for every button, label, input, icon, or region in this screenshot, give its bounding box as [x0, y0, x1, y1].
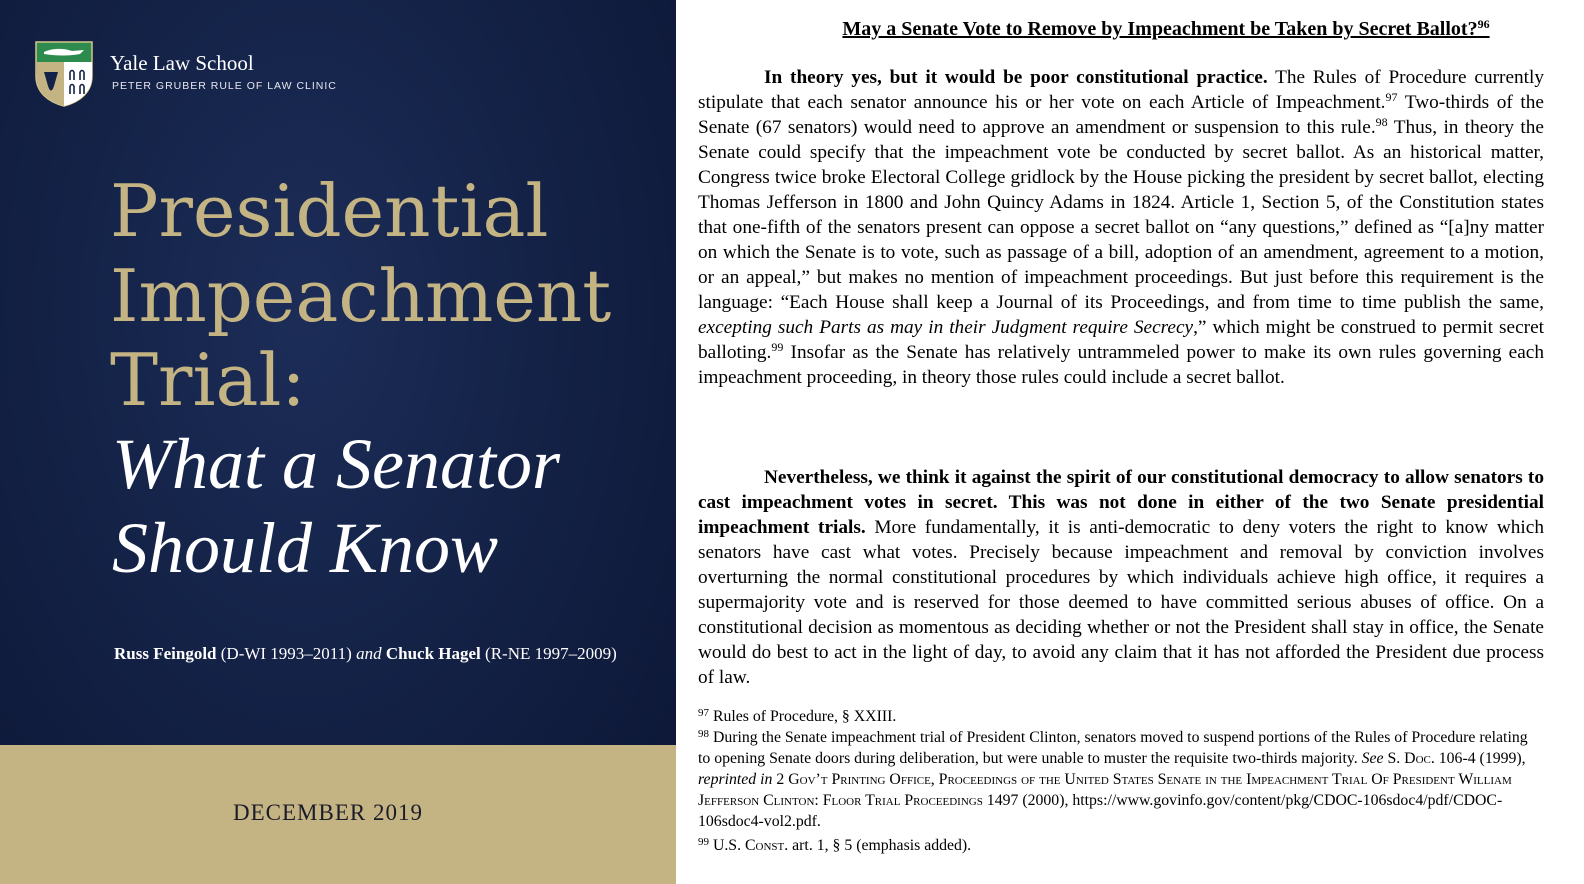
author-line [114, 644, 617, 664]
footnote-97-number: 97 [698, 707, 709, 719]
footnote-97 [698, 706, 1538, 727]
paragraph-1 [698, 65, 1544, 390]
clinic-name: PETER GRUBER RULE OF LAW CLINIC [112, 80, 337, 92]
yale-law-shield-icon [34, 40, 94, 108]
section-heading [766, 18, 1566, 41]
author-feingold: Russ Feingold [114, 644, 217, 663]
footnote-98-text: During the Senate impeachment trial of President Clinton, senators moved to suspend portions of the Rules of Procedure relating to opening Senate doors during deliberation, but were unable to muster the requisite two-thirds majority. [698, 729, 1528, 767]
footnote-99-text: art. 1, § 5 (emphasis added). [788, 837, 972, 854]
footnote-ref-96: 96 [1477, 17, 1490, 31]
title-line-2: Impeachment [110, 254, 612, 338]
paragraph-1-text-c: Thus, in theory the Senate could specify that the impeachment vote be conducted by secret ballot. As an historical matter, Congress twice broke Electoral College gridlock by the House picking the president by secret ballot, electing Thomas Jefferson in 1800 and John Quincy Adams in 1824. Article 1, Section 5, of the Constitution states that one-fifth of the senators present can oppose a secret ballot on “any questions,” defined as “[a]ny matter on which the Senate is to vote, such as passage of a bill, adoption of an amendment, agreement to a motion, or an appeal,” but makes no mention of impeachment proceedings. But just before this requirement is the language: “Each House shall keep a Journal of its Proceedings, and from time to time publish the same, [698, 117, 1544, 313]
author-hagel: Chuck Hagel [385, 644, 481, 663]
footnotes [698, 706, 1538, 856]
title-line-1: Presidential [110, 169, 549, 253]
author-hagel-detail: (R-NE 1997–2009) [485, 644, 617, 663]
paragraph-1-quote-italic: excepting such Parts as may in their Judgment require Secrecy [698, 317, 1194, 338]
paragraph-2-text: More fundamentally, it is anti-democratic to deny voters the right to know which senators have cast what votes. Precisely because impeachment and removal by conviction involves overturning the normal constitutional procedures by which individuals achieve high office, it requires a supermajority vote and is reserved for those deemed to have committed serious abuses of office. On a constitutional decision as momentous as deciding whether or not the President shall stay in office, the Senate would do best to act in the light of day, to avoid any claim that it has not afforded the President due process of law. [698, 517, 1544, 688]
footnote-ref-97: 97 [1385, 90, 1398, 104]
footnote-98-source: 2 Gov’t Printing Office, Proceedings of the United States Senate in the Impeachment Trial Of President William Jefferson Clinton: Floor Trial Proceedings [698, 771, 1512, 809]
footnote-98-see: See [1361, 750, 1384, 767]
footnote-98 [698, 727, 1538, 832]
footnote-97-text: Rules of Procedure, § XXIII. [709, 708, 897, 725]
author-feingold-detail: (D-WI 1993–2011) [220, 644, 352, 663]
author-conjunction: and [356, 644, 382, 663]
paragraph-1-text-e: Insofar as the Senate has relatively untrammeled power to make its own rules governing each impeachment proceeding, in theory those rules could include a secret ballot. [698, 342, 1544, 388]
document-page [676, 0, 1584, 884]
paragraph-1-text-b: Two-thirds of the Senate (67 senators) would need to approve an amendment or suspension to this rule. [698, 92, 1544, 138]
footnote-98-doc: S. Doc. 106-4 (1999), [1383, 750, 1526, 767]
paragraph-2 [698, 465, 1544, 690]
footnote-98-number: 98 [698, 728, 709, 740]
footnote-99-number: 99 [698, 836, 709, 848]
footnote-ref-98: 98 [1375, 115, 1388, 129]
subtitle-line-1: What a Senator [112, 424, 560, 504]
report-cover [0, 0, 676, 884]
footnote-98-url: 1497 (2000), https://www.govinfo.gov/content/pkg/CDOC-106sdoc4/pdf/CDOC-106sdoc4-vol2.pdf. [698, 792, 1503, 830]
publication-date: DECEMBER 2019 [233, 800, 423, 825]
school-name: Yale Law School [110, 51, 254, 75]
footnote-ref-99: 99 [771, 340, 784, 354]
title-line-3: Trial: [110, 338, 306, 422]
subtitle-line-2: Should Know [112, 508, 499, 588]
footnote-98-reprinted: reprinted in [698, 771, 773, 788]
paragraph-1-text-a: The Rules of Procedure currently stipulate that each senator announce his or her vote on each Article of Impeachment. [698, 67, 1544, 113]
footnote-99-source: U.S. Const. [709, 837, 789, 854]
paragraph-2-lead: Nevertheless, we think it against the spirit of our constitutional democracy to allow senators to cast impeachment votes in secret. This was not done in either of the two Senate presidential impeachment trials. [698, 467, 1544, 538]
section-heading-text: May a Senate Vote to Remove by Impeachment be Taken by Secret Ballot? [842, 18, 1478, 40]
paragraph-1-text-d: ,” which might be construed to permit secret balloting. [698, 317, 1544, 363]
paragraph-1-lead: In theory yes, but it would be poor constitutional practice. [764, 67, 1268, 88]
footnote-99 [698, 835, 1538, 856]
